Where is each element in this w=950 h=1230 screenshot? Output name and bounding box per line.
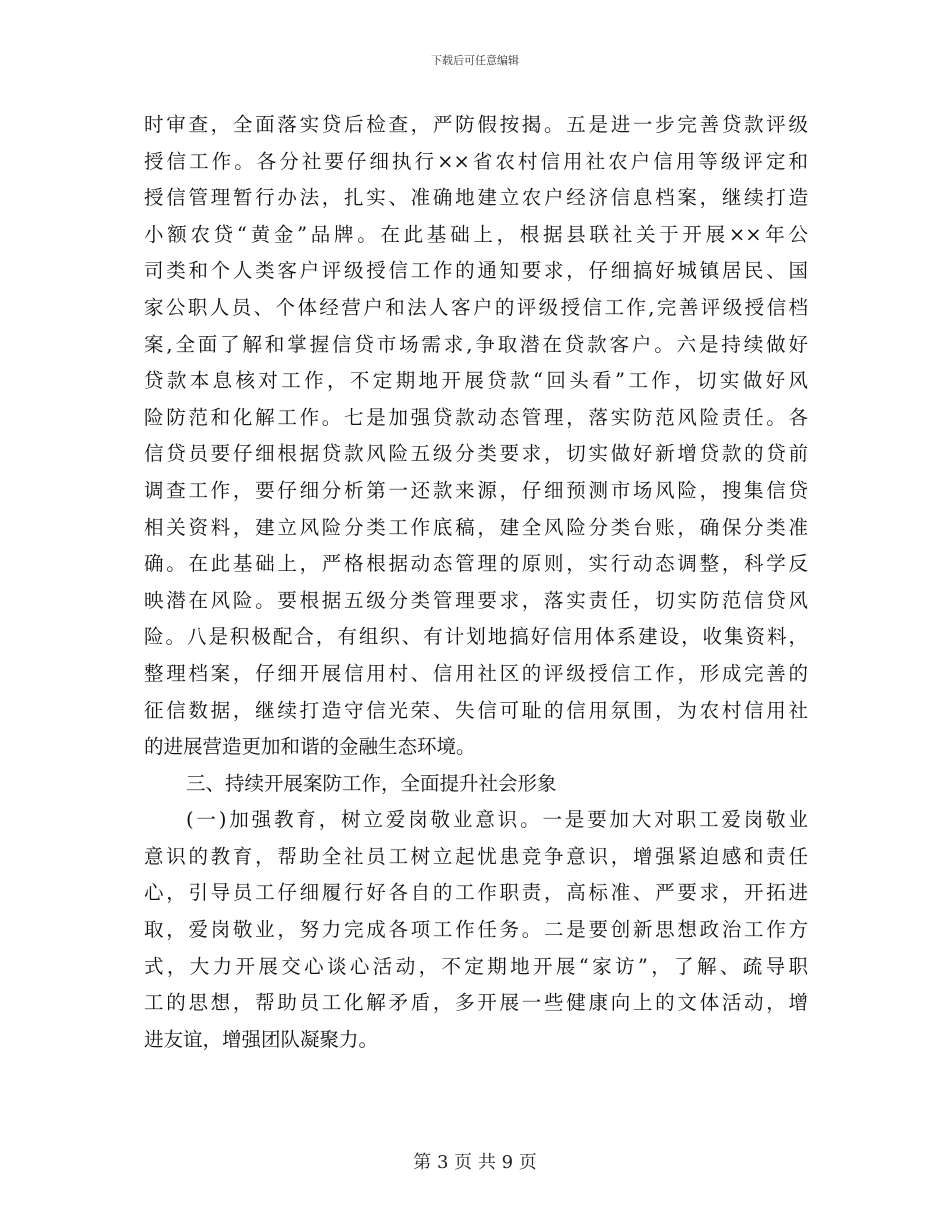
text-line: 确。在此基础上，严格根据动态管理的原则，实行动态调整，科学反 (144, 552, 808, 576)
text-line: 贷款本息核对工作，不定期地开展贷款“回头看”工作，切实做好风 (144, 369, 808, 393)
text-line: 调查工作，要仔细分析第一还款来源，仔细预测市场风险，搜集信贷 (144, 478, 808, 502)
text-line: 司类和个人类客户评级授信工作的通知要求，仔细搞好城镇居民、国 (144, 259, 808, 283)
text-line: 小额农贷“黄金”品牌。在此基础上，根据县联社关于开展××年公 (144, 222, 808, 246)
text-line: 授信工作。各分社要仔细执行××省农村信用社农户信用等级评定和 (144, 149, 808, 173)
text-line: 时审查，全面落实贷后检查，严防假按揭。五是进一步完善贷款评级 (144, 113, 808, 136)
text-line: 映潜在风险。要根据五级分类管理要求，落实责任，切实防范信贷风 (144, 588, 808, 612)
text-line: 意识的教育，帮助全社员工树立起忧患竞争意识，增强紧迫感和责任 (144, 844, 808, 868)
section-heading: 三、持续开展案防工作，全面提升社会形象 (186, 771, 557, 795)
text-line: 授信管理暂行办法，扎实、准确地建立农户经济信息档案，继续打造 (144, 186, 808, 210)
text-line: 工的思想，帮助员工化解矛盾，多开展一些健康向上的文体活动，增 (144, 991, 808, 1015)
text-line: 相关资料，建立风险分类工作底稿，建全风险分类台账，确保分类准 (144, 515, 808, 539)
document-body (144, 107, 808, 1058)
text-line: 案,全面了解和掌握信贷市场需求,争取潜在贷款客户。六是持续做好 (144, 332, 808, 356)
text-line: 进友谊，增强团队凝聚力。 (144, 1027, 379, 1051)
text-line: 心，引导员工仔细履行好各自的工作职责，高标准、严要求，开拓进 (144, 881, 808, 905)
text-line: 险。八是积极配合，有组织、有计划地搞好信用体系建设，收集资料， (144, 625, 808, 649)
text-line: 整理档案，仔细开展信用村、信用社区的评级授信工作，形成完善的 (144, 661, 808, 685)
text-line: 征信数据，继续打造守信光荣、失信可耻的信用氛围，为农村信用社 (144, 698, 808, 722)
page-number: 第 3 页 共 9 页 (413, 1152, 537, 1173)
text-line: 式，大力开展交心谈心活动，不定期地开展“家访”，了解、疏导职 (144, 954, 808, 978)
page-header: 下载后可任意编辑 (431, 54, 519, 67)
text-line: 险防范和化解工作。七是加强贷款动态管理，落实防范风险责任。各 (144, 405, 808, 429)
text-line: 取，爱岗敬业，努力完成各项工作任务。二是要创新思想政治工作方 (144, 918, 808, 942)
text-line: 的进展营造更加和谐的金融生态环境。 (144, 735, 476, 759)
subsection-heading-line: (一)加强教育，树立爱岗敬业意识。一是要加大对职工爱岗敬业 (186, 808, 808, 832)
text-line: 家公职人员、个体经营户和法人客户的评级授信工作,完善评级授信档 (144, 295, 808, 319)
text-line: 信贷员要仔细根据贷款风险五级分类要求，切实做好新增贷款的贷前 (144, 442, 808, 466)
